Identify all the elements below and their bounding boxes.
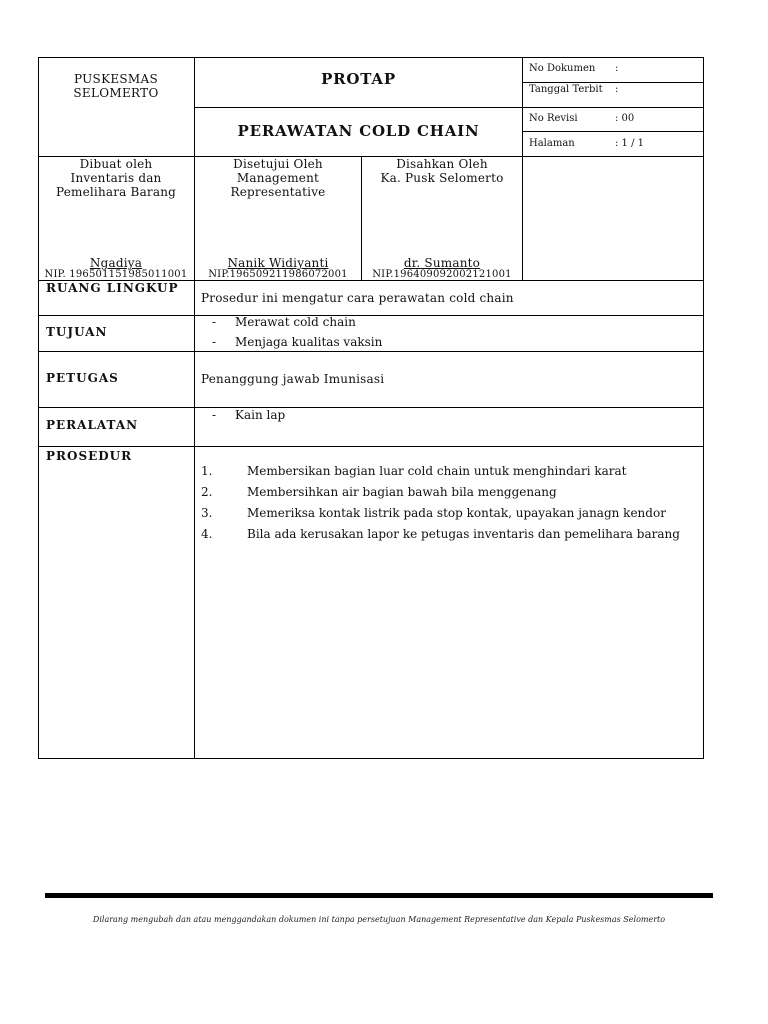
meta-halaman: [529, 138, 699, 149]
protap-document: [38, 57, 704, 759]
role-line: Representative: [230, 185, 326, 199]
procedure-step: [201, 506, 699, 520]
meta-value: : 00: [615, 113, 635, 124]
meta-tanggal-terbit: [529, 84, 699, 95]
list-item-text: Menjaga kualitas vaksin: [235, 335, 383, 349]
signer-name: Nanik Widiyanti: [227, 256, 329, 270]
role-line: Dibuat oleh: [79, 157, 153, 171]
prosedur-steps: [201, 464, 699, 548]
procedure-step: [201, 527, 699, 541]
step-text: Membersikan bagian luar cold chain untuk menghindari karat: [247, 464, 627, 478]
role-line: Management: [236, 171, 320, 185]
ruang-lingkup-label: RUANG LINGKUP: [46, 281, 179, 295]
role-line: Disahkan Oleh: [396, 157, 488, 171]
meta-no-dokumen: [529, 63, 699, 74]
list-item: [203, 408, 693, 422]
list-item-text: Merawat cold chain: [235, 315, 356, 329]
peralatan-list: [203, 408, 693, 422]
step-text: Memeriksa kontak listrik pada stop kontak, upayakan janagn kendor: [247, 506, 666, 520]
meta-no-revisi: [529, 113, 699, 124]
tujuan-label: TUJUAN: [46, 325, 108, 339]
petugas-text: Penanggung jawab Imunisasi: [201, 372, 385, 386]
step-number: 3.: [201, 506, 213, 520]
list-item: [203, 315, 693, 329]
dash-bullet: -: [211, 408, 217, 422]
ruang-lingkup-text: Prosedur ini mengatur cara perawatan cold chain: [201, 291, 514, 305]
signature-disahkan-oleh: [362, 157, 522, 280]
role-line: Pemelihara Barang: [55, 185, 177, 199]
organization-name: [38, 72, 194, 100]
footer-divider: [45, 893, 713, 898]
meta-key: No Dokumen: [529, 63, 596, 74]
signer-name: dr. Sumanto: [403, 256, 481, 270]
prosedur-label: PROSEDUR: [46, 449, 133, 463]
meta-value: :: [615, 63, 619, 74]
role-line: Disetujui Oleh: [233, 157, 323, 171]
meta-key: Halaman: [529, 138, 575, 149]
step-number: 1.: [201, 464, 213, 478]
step-number: 2.: [201, 485, 213, 499]
dash-bullet: -: [211, 315, 217, 329]
step-text: Membersihkan air bagian bawah bila menggenang: [247, 485, 557, 499]
document-title: PERAWATAN COLD CHAIN: [237, 122, 480, 140]
dash-bullet: -: [211, 335, 217, 349]
procedure-step: [201, 485, 699, 499]
peralatan-label: PERALATAN: [46, 418, 139, 432]
role-line: Ka. Pusk Selomerto: [380, 171, 504, 185]
tujuan-list: [203, 315, 693, 349]
signature-dibuat-oleh: [38, 157, 194, 280]
meta-value: : 1 / 1: [615, 138, 644, 149]
signer-nip: NIP. 196501151985011001: [44, 269, 188, 280]
signer-nip: NIP.196509211986072001: [208, 269, 348, 280]
meta-key: No Revisi: [529, 113, 578, 124]
signer-nip: NIP.196409092002121001: [372, 269, 512, 280]
role-line: Inventaris dan: [70, 171, 162, 185]
org-line-1: PUSKESMAS: [73, 72, 159, 86]
org-line-2: SELOMERTO: [73, 86, 159, 100]
signature-disetujui-oleh: [195, 157, 361, 280]
step-text: Bila ada kerusakan lapor ke petugas inventaris dan pemelihara barang: [247, 527, 680, 541]
petugas-label: PETUGAS: [46, 371, 119, 385]
footer-notice: Dilarang mengubah dan atau menggandakan dokumen ini tanpa persetujuan Management Representative dan Kepala Puskesmas Selomerto: [92, 915, 666, 924]
signer-name: Ngadiya: [89, 256, 143, 270]
meta-key: Tanggal Terbit: [529, 84, 603, 95]
procedure-step: [201, 464, 699, 478]
list-item-text: Kain lap: [235, 408, 286, 422]
list-item: [203, 335, 693, 349]
meta-value: :: [615, 84, 619, 95]
step-number: 4.: [201, 527, 213, 541]
document-type: PROTAP: [321, 70, 396, 88]
